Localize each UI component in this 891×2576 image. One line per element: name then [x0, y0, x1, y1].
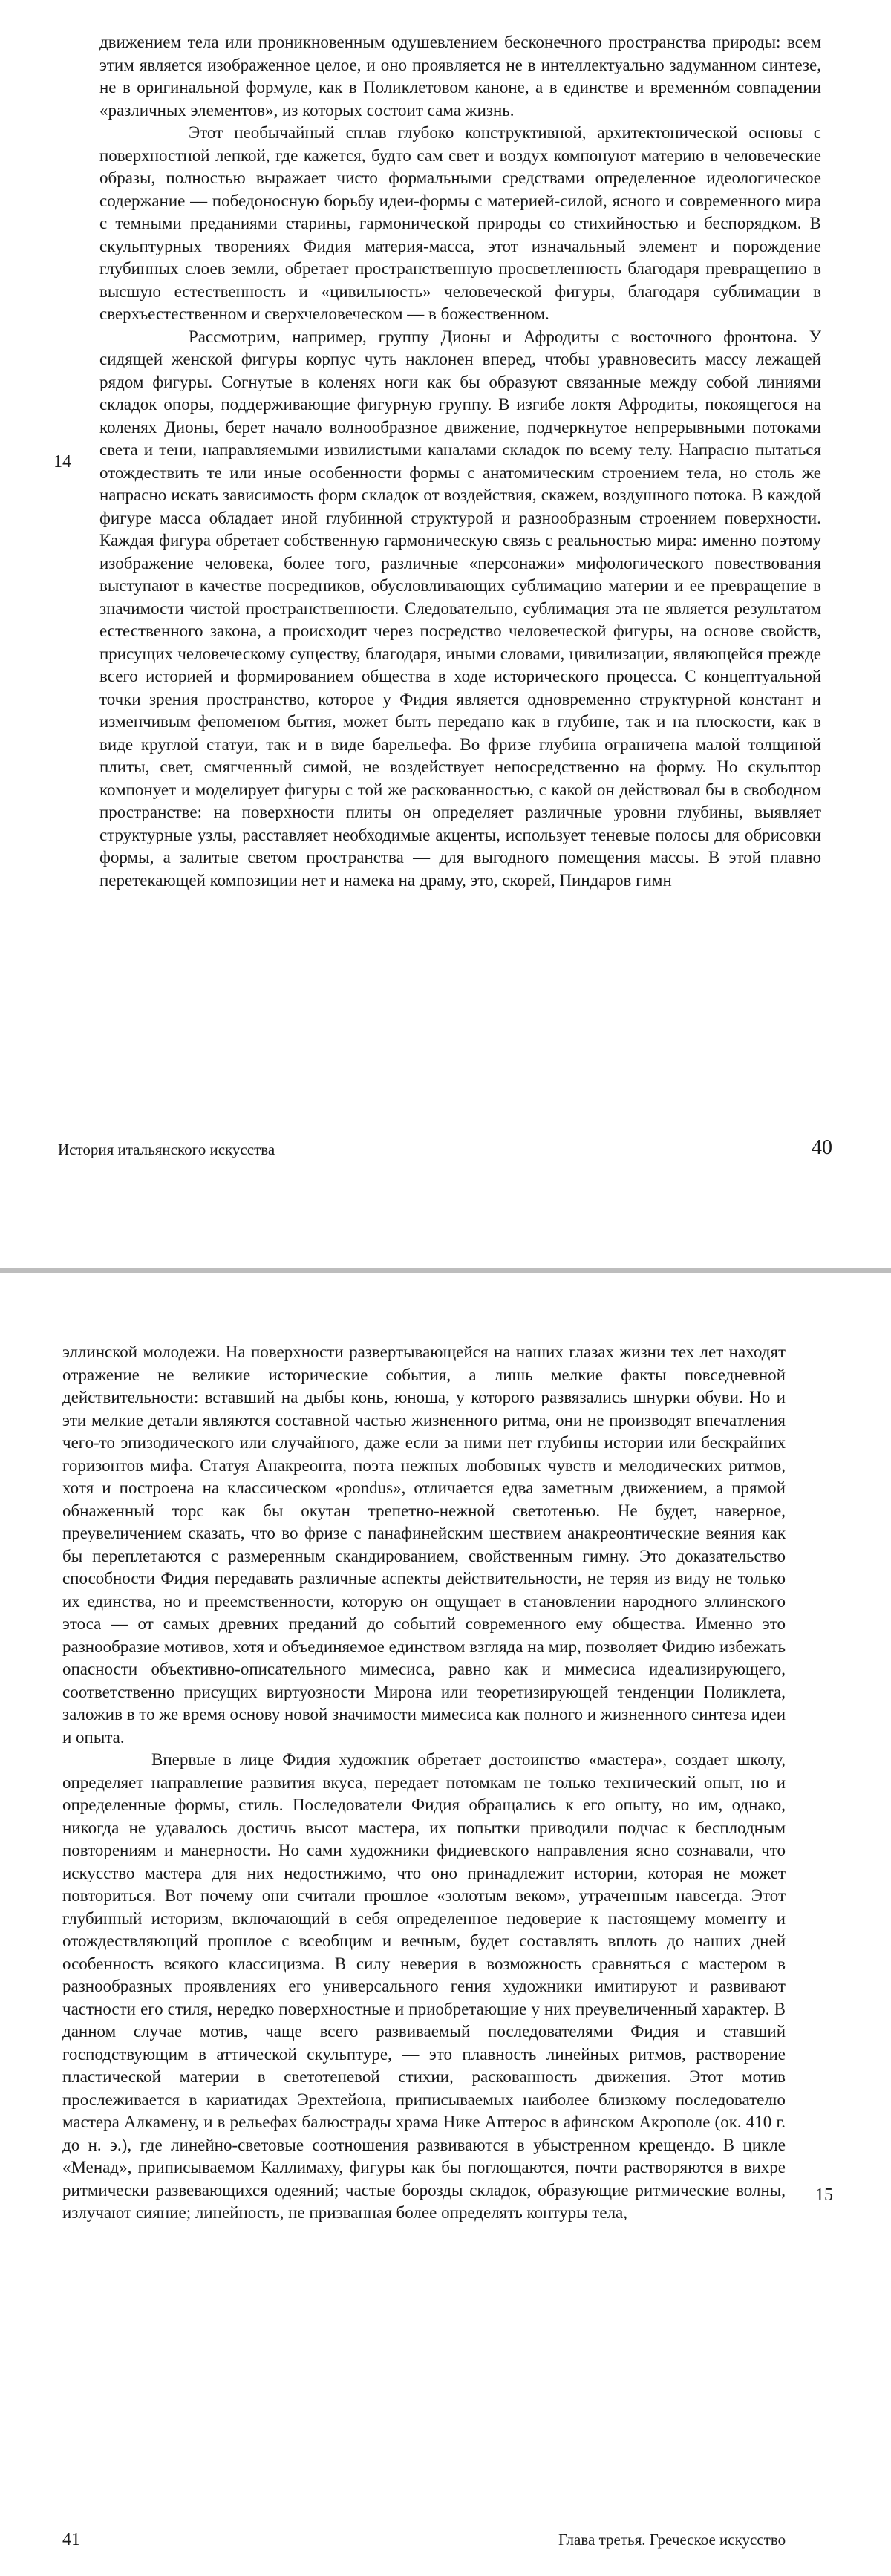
margin-note-number: 14: [53, 452, 71, 472]
paragraph: Рассмотрим, например, группу Дионы и Афродиты с восточного фронтона. У сидящей женской фигуры корпус чуть наклонен вперед, чтобы уравновесить массу лежащей рядом фигуры. Согнутые в коленях ноги как бы образуют связанные между собой линиями складок опоры, поддерживающие фигурную группу. В изгибе локтя Афродиты, покоящегося на коленях Дионы, берет начало волнообразное движение, подчеркнутое непрерывными потоками света и тени, направляемыми извилистыми каналами складок по всему телу. Напрасно пытаться отождествить те или иные особенности формы с анатомическим строением тела, но столь же напрасно искать зависимость форм складок от воздействия, скажем, воздушного потока. В каждой фигуре масса обладает иной глубинной структурой и разнообразным строением поверхности. Каждая фигура обретает собственную гармоническую связь с реальностью мира: именно поэтому изображение человека, более того, различные «персонажи» мифологического повествования выступают в качестве посредников, обусловливающих сублимацию материи и ее превращение в значимости чистой пространственности. Следовательно, сублимация эта не является результатом естественного закона, а происходит через посредство человеческой фигуры, на основе свойств, присущих человеческому существу, благодаря, иными словами, цивилизации, являющейся прежде всего историей и формированием общества в ходе исторического процесса. С концептуальной точки зрения пространство, которое у Фидия является одновременно структурной констант и изменчивым феноменом бытия, может быть передано как в глубине, так и на плоскости, как в виде круглой статуи, так и в виде барельефа. Во фризе глубина ограничена малой толщиной плиты, свет, смягченный симой, не воздействует непосредственно на форму. Но скульптор компонует и моделирует фигуры с той же раскованностью, с какой он действовал бы в свободном пространстве: на поверхности плиты он определяет различные уровни глубины, выявляет структурные узлы, расставляет необходимые акценты, использует теневые полосы для обрисовки формы, а залитые светом пространства — для выгодного помещения массы. В этой плавно перетекающей композиции нет и намека на драму, это, скорей, Пиндаров гимн: [99, 327, 821, 890]
body-text: [99, 31, 821, 892]
running-footer-title: Глава третья. Греческое искусство: [558, 2531, 786, 2549]
running-footer-title: История итальянского искусства: [58, 1141, 275, 1158]
paragraph: Впервые в лице Фидия художник обретает достоинство «мастера», создает школу, определяет направление развития вкуса, передает потомкам не только технический опыт, но и определенные формы, стиль. Последователи Фидия обращались к его опыту, но им, однако, никогда не удавалось достичь высот мастера, их попытки приводили подчас к бесплодным повторениям и манерности. Но сами художники фидиевского направления ясно сознавали, что искусство мастера для них недостижимо, что оно принадлежит истории, которая не может повториться. Вот почему они считали прошлое «золотым веком», утраченным навсегда. Этот глубинный историзм, включающий в себя определенное недоверие к настоящему моменту и отождествляющий прошлое с всеобщим и вечным, будет составлять вплоть до наших дней особенность всякого классицизма. В силу неверия в возможность сравняться с мастером в разнообразных проявлениях его универсального гения художники имитируют и развивают частности его стиля, нередко поверхностные и приобретающие у них преувеличенный характер. В данном случае мотив, чаще всего развиваемый последователями Фидия и ставший господствующим в аттической скульптуре, — это плавность линейных ритмов, растворение пластической материи в светотеневой стихии, раскованность движения. Этот мотив прослеживается в кариатидах Эрехтейона, приписываемых наиболее близкому последователю мастера Алкамену, и в рельефах балюстрады храма Нике Аптерос в афинском Акрополе (ок. 410 г. до н. э.), где линейно-световые соотношения развиваются в убыстренном крещендо. В цикле «Менад», приписываемом Каллимаху, фигуры как бы поглощаются, почти растворяются в вихре ритмически развевающихся одеяний; частые борозды складок, образующие ритмические волны, излучают сияние; линейность, не призванная более определять контуры тела,: [62, 1750, 786, 2222]
page-number: 41: [62, 2530, 80, 2549]
page-40: [0, 0, 891, 1268]
body-text: [62, 1341, 786, 2225]
page-number: 40: [812, 1136, 832, 1159]
margin-note-number: 15: [815, 2185, 833, 2205]
paragraph: Этот необычайный сплав глубоко конструктивной, архитектонической основы с поверхностной лепкой, где кажется, будто сам свет и воздух компонуют материю в человеческие образы, полностью выражает чисто формальными средствами определенное идеологическое содержание — победоносную борьбу идеи-формы с материей-силой, ясного и современного мира с темными преданиями старины, гармонической природы со стихийностью и беспорядком. В скульптурных творениях Фидия материя-масса, этот изначальный элемент и порождение глубинных слоев земли, обретает пространственную просветленность благодаря превращению в высшую естественность и «цивильность» человеческой фигуры, благодаря сублимации в сверхъестественном и сверхчеловеческом — в божественном.: [99, 123, 821, 323]
page-41: [0, 1273, 891, 2576]
paragraph: эллинской молодежи. На поверхности развертывающейся на наших глазах жизни тех лет находят отражение не великие исторические события, а лишь мелкие факты повседневной действительности: вставший на дыбы конь, юноша, у которого развязались шнурки обуви. Но и эти мелкие детали являются составной частью жизненного ритма, они не производят впечатления чего-то эпизодического или случайного, даже если за ними нет глубины истории или бескрайних горизонтов мифа. Статуя Анакреонта, поэта нежных любовных чувств и мелодических ритмов, хотя и построена на классическом «pondus», отличается едва заметным движением, а прямой обнаженный торс как бы окутан трепетно-нежной светотенью. Не будет, наверное, преувеличением сказать, что во фризе с панафинейским шествием анакреонтические веяния как бы переплетаются с размеренным скандированием, свойственным гимну. Это доказательство способности Фидия передавать различные аспекты действительности, не теряя из виду не только их единства, но и преемственности, которую он ощущает в становлении народного эллинского этоса — от самых древних преданий до событий современного ему общества. Именно это разнообразие мотивов, хотя и объединяемое единством взгляда на мир, позволяет Фидию избежать опасности объективно-описательного мимесиса, равно как и мимесиса идеализирующего, соответственно присущих виртуозности Мирона или теоретизирующей тенденции Поликлета, заложив в то же время основу новой значимости мимесиса как полного и жизненного синтеза идеи и опыта.: [62, 1343, 786, 1747]
paragraph: движением тела или проникновенным одушевлением бесконечного пространства природы: всем этим является изображенное целое, и оно проявляется не в интеллектуально задуманном синтезе, не в оригинальной формуле, как в Поликлетовом каноне, а в единстве и временнóм совпадении «различных элементов», из которых состоит сама жизнь.: [99, 33, 821, 120]
